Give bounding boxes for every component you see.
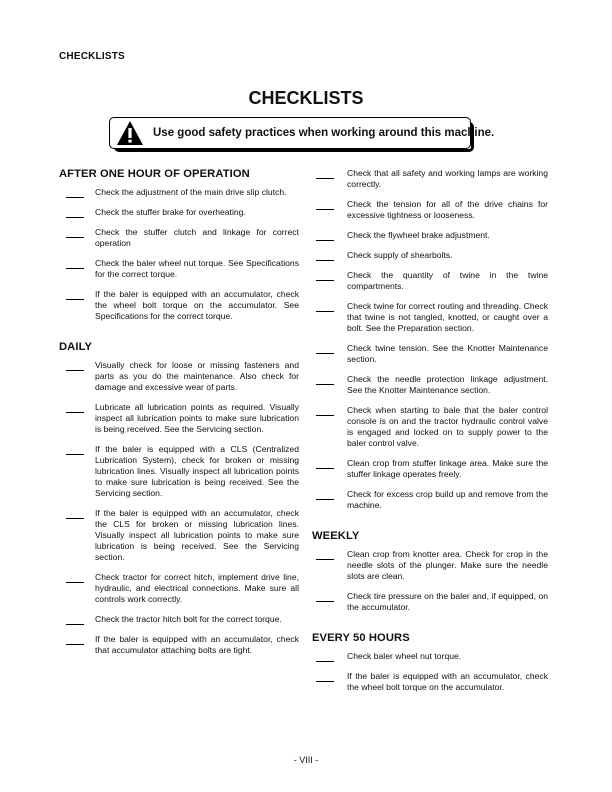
- checklist-item-text: If the baler is equipped with an accumulator, check the wheel bolt torque on the accumulator.: [347, 671, 548, 692]
- section-heading: WEEKLY: [312, 530, 360, 542]
- checklist-item: [59, 614, 299, 625]
- checkoff-blank: [316, 415, 334, 416]
- checklist-section: [312, 520, 548, 613]
- checklist-item-text: Check when starting to bale that the baler control console is on and the tractor hydraulic control valve is engaged and locked on to supply power to the baler control valve.: [347, 405, 548, 448]
- checklist-item: [59, 634, 299, 656]
- checklist-item-text: Check the baler wheel nut torque. See Specifications for the correct torque.: [95, 258, 299, 279]
- checkoff-blank: [66, 412, 84, 413]
- checklist-item: [312, 168, 548, 190]
- checkoff-blank: [316, 601, 334, 602]
- checklist-item-text: Check the tension for all of the drive chains for excessive tightness or looseness.: [347, 199, 548, 220]
- checklist-item: [312, 301, 548, 334]
- checklist-item: [312, 651, 548, 662]
- checkoff-blank: [66, 197, 84, 198]
- checklist-item-text: If the baler is equipped with a CLS (Centralized Lubrication System), check for broken or missing lubrication lines. Visually inspect all lubrication points to make sure lubrication is being received. See the Servicing section.: [95, 444, 299, 498]
- checklist-item-text: Check for excess crop build up and remove from the machine.: [347, 489, 548, 510]
- checkoff-blank: [316, 178, 334, 179]
- checklist-item-text: Check the adjustment of the main drive slip clutch.: [95, 187, 287, 197]
- checklist-item-text: Lubricate all lubrication points as required. Visually inspect all lubrication points to make sure lubrication is being received. See the Servicing section.: [95, 402, 299, 434]
- checklist-section: [312, 168, 548, 511]
- checkoff-blank: [66, 217, 84, 218]
- checklist-item: [59, 402, 299, 435]
- checklist-item-text: Check the needle protection linkage adjustment. See the Knotter Maintenance section.: [347, 374, 548, 395]
- checklist-item-text: Check tire pressure on the baler and, if equipped, on the accumulator.: [347, 591, 548, 612]
- section-heading: EVERY 50 HOURS: [312, 632, 410, 644]
- checklist-section: [59, 168, 299, 322]
- running-header: CHECKLISTS: [59, 51, 125, 62]
- checklist-item: [312, 549, 548, 582]
- checkoff-blank: [316, 353, 334, 354]
- checkoff-blank: [66, 370, 84, 371]
- checklist-item: [312, 343, 548, 365]
- checklist-item: [312, 671, 548, 693]
- checkoff-blank: [66, 454, 84, 455]
- page-number: - VIII -: [293, 755, 319, 765]
- checklist-item: [312, 489, 548, 511]
- checklist-item: [59, 360, 299, 393]
- checklist-item: [59, 572, 299, 605]
- checklist-item: [312, 199, 548, 221]
- checkoff-blank: [316, 468, 334, 469]
- safety-warning-box: [109, 117, 495, 149]
- checklist-item: [59, 187, 299, 198]
- checklist-item-text: Check twine tension. See the Knotter Maintenance section.: [347, 343, 548, 364]
- checklist-item-text: If the baler is equipped with an accumulator, check the wheel bolt torque on the accumulator. See Specifications for the correct torque.: [95, 289, 299, 321]
- checkoff-blank: [316, 260, 334, 261]
- checklist-item: [312, 230, 548, 241]
- checklist-item-text: Check that all safety and working lamps are working correctly.: [347, 168, 548, 189]
- checklist-item-text: Check supply of shearbolts.: [347, 250, 453, 260]
- page-title: CHECKLISTS: [248, 88, 364, 108]
- checkoff-blank: [66, 237, 84, 238]
- checkoff-blank: [316, 240, 334, 241]
- left-column: [59, 168, 299, 665]
- checklist-item: [59, 289, 299, 322]
- section-heading: DAILY: [59, 341, 93, 353]
- checklist-item-text: Visually check for loose or missing fasteners and parts as you do the maintenance. Also check for damage and excessive wear of parts.: [95, 360, 299, 392]
- checklist-item: [312, 458, 548, 480]
- checklist-item: [312, 405, 548, 449]
- checklist-item-text: Check tractor for correct hitch, implement drive line, hydraulic, and electrical connections. Make sure all controls work correctly.: [95, 572, 299, 604]
- checklist-item-text: Check the stuffer brake for overheating.: [95, 207, 246, 217]
- checklist-item-text: Check twine for correct routing and threading. Check that twine is not tangled, knotted, or caught over a bolt. See the Preparation section.: [347, 301, 548, 333]
- checkoff-blank: [316, 311, 334, 312]
- checklist-item: [59, 207, 299, 218]
- checklist-item-text: Check the quantity of twine in the twine compartments.: [347, 270, 548, 291]
- checkoff-blank: [66, 299, 84, 300]
- checklist-item-text: If the baler is equipped with an accumulator, check that accumulator attaching bolts are tight.: [95, 634, 299, 655]
- checklist-section: [59, 331, 299, 656]
- checkoff-blank: [66, 582, 84, 583]
- checklist-item: [312, 591, 548, 613]
- warning-triangle-icon: [115, 119, 145, 147]
- checkoff-blank: [316, 499, 334, 500]
- checkoff-blank: [66, 624, 84, 625]
- checkoff-blank: [316, 280, 334, 281]
- checklist-item: [59, 258, 299, 280]
- checkoff-blank: [316, 384, 334, 385]
- checklist-item-text: Check the stuffer clutch and linkage for correct operation: [95, 227, 299, 248]
- checklist-item-text: Clean crop from stuffer linkage area. Make sure the stuffer linkage operates freely.: [347, 458, 548, 479]
- checklist-item-text: Check the flywheel brake adjustment.: [347, 230, 490, 240]
- checklist-section: [312, 622, 548, 693]
- checkoff-blank: [316, 209, 334, 210]
- checklist-item-text: If the baler is equipped with an accumulator, check the CLS for broken or missing lubrication lines. Visually inspect all lubrication points to make sure lubrication is being received. See the Servicing section.: [95, 508, 299, 562]
- checkoff-blank: [316, 681, 334, 682]
- checkoff-blank: [316, 559, 334, 560]
- checklist-item: [312, 270, 548, 292]
- checklist-item: [59, 227, 299, 249]
- checklist-item: [59, 508, 299, 563]
- right-column: [312, 168, 548, 702]
- checklist-item-text: Check baler wheel nut torque.: [347, 651, 462, 661]
- checkoff-blank: [316, 661, 334, 662]
- checklist-item-text: Check the tractor hitch bolt for the correct torque.: [95, 614, 282, 624]
- checklist-item: [312, 374, 548, 396]
- checklist-item-text: Clean crop from knotter area. Check for crop in the needle slots of the plunger. Make sure the needle slots are clean.: [347, 549, 548, 581]
- checklist-item: [312, 250, 548, 261]
- section-heading: AFTER ONE HOUR OF OPERATION: [59, 168, 250, 180]
- checkoff-blank: [66, 518, 84, 519]
- checklist-item: [59, 444, 299, 499]
- warning-text: Use good safety practices when working around this machine.: [153, 127, 495, 139]
- checkoff-blank: [66, 644, 84, 645]
- checkoff-blank: [66, 268, 84, 269]
